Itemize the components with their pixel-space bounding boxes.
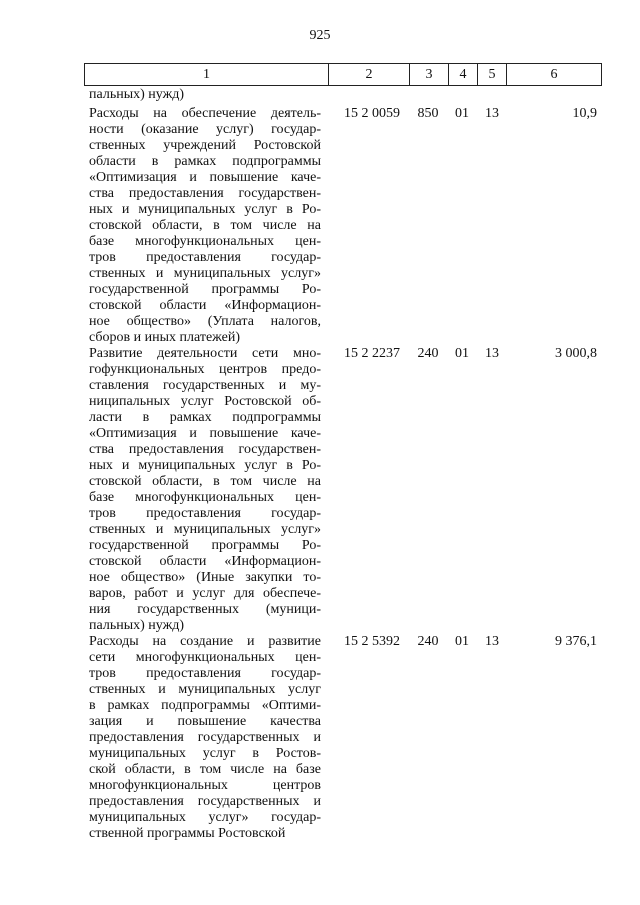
row-description-line: ное общество» (Иные закупки то- [89, 570, 321, 585]
column-header-row [85, 64, 602, 86]
row-description-line: стовской области «Информацион- [89, 554, 321, 569]
row-description-line: пальных) нужд) [89, 618, 185, 633]
column-header-6: 6 [507, 64, 602, 86]
page-number: 925 [309, 28, 331, 43]
row-description-line: тров предоставления государ- [89, 506, 321, 521]
column-header-table [84, 63, 602, 86]
row-description-line: сети многофункциональных цен- [89, 650, 321, 665]
row-code: 15 2 2237 [344, 346, 400, 361]
row-description-line: области в рамках подпрограммы [89, 154, 321, 169]
row-subsection: 13 [485, 346, 499, 361]
row-description-line: ности (оказание услуг) государ- [89, 122, 321, 137]
row-description-line: предоставления государственных и [89, 794, 321, 809]
row-description-line: Расходы на обеспечение деятель- [89, 106, 321, 121]
row-amount: 3 000,8 [555, 346, 597, 361]
row-description-line: ственных и муниципальных услуг [89, 682, 321, 697]
row-description-line: ставления государственных и му- [89, 378, 321, 393]
row-description-line: ственных учреждений Ростовской [89, 138, 321, 153]
row-description-line: тров предоставления государ- [89, 250, 321, 265]
row-description-line: муниципальных услуг» государ- [89, 810, 321, 825]
row-amount: 9 376,1 [555, 634, 597, 649]
row-description-line: в рамках подпрограммы «Оптими- [89, 698, 321, 713]
row-section: 01 [455, 346, 469, 361]
row-description-line: муниципальных услуг в Ростов- [89, 746, 321, 761]
column-header-2: 2 [329, 64, 410, 86]
row-description-line: Расходы на создание и развитие [89, 634, 321, 649]
row-description-line: предоставления государственных и [89, 730, 321, 745]
row-description-line: ства предоставления государствен- [89, 442, 321, 457]
row-amount: 10,9 [572, 106, 597, 121]
row-description-line: базе многофункциональных цен- [89, 234, 321, 249]
row-description [89, 346, 321, 634]
row-description-line: ственных и муниципальных услуг» [89, 266, 321, 281]
row-description-line: зация и повышение качества [89, 714, 321, 729]
row-description-line: базе многофункциональных цен- [89, 490, 321, 505]
row-expense-type: 240 [417, 346, 439, 361]
row-description-line: ства предоставления государствен- [89, 186, 321, 201]
row-description-line: тров предоставления государ- [89, 666, 321, 681]
row-description-line: государственной программы Ро- [89, 538, 321, 553]
row-description-line: ниципальных услуг Ростовской об- [89, 394, 321, 409]
row-description-line: Развитие деятельности сети мно- [89, 346, 321, 361]
row-expense-type: 850 [417, 106, 439, 121]
row-description-line: стовской области, в том числе на [89, 218, 321, 233]
row-description [89, 106, 321, 346]
row-subsection: 13 [485, 106, 499, 121]
row-description-line: «Оптимизация и повышение каче- [89, 170, 321, 185]
row-description-line: многофункциональных центров [89, 778, 321, 793]
row-description-line: государственной программы Ро- [89, 282, 321, 297]
row-description-line: ственной программы Ростовской [89, 826, 286, 841]
row-description-line: ное общество» (Уплата налогов, [89, 314, 321, 329]
row-description-line: стовской области, в том числе на [89, 474, 321, 489]
row-description-line: ных и муниципальных услуг в Ро- [89, 458, 321, 473]
row-expense-type: 240 [417, 634, 439, 649]
carry-over-text: пальных) нужд) [89, 87, 185, 102]
row-description-line: сборов и иных платежей) [89, 330, 241, 345]
column-header-4: 4 [449, 64, 478, 86]
row-description-line: ласти в рамках подпрограммы [89, 410, 321, 425]
column-header-5: 5 [478, 64, 507, 86]
row-subsection: 13 [485, 634, 499, 649]
column-header-1: 1 [85, 64, 329, 86]
row-description-line: стовской области «Информацион- [89, 298, 321, 313]
row-description-line: ственных и муниципальных услуг» [89, 522, 321, 537]
row-description [89, 634, 321, 842]
row-description-line: ской области, в том числе на базе [89, 762, 321, 777]
row-description-line: «Оптимизация и повышение каче- [89, 426, 321, 441]
row-description-line: гофункциональных центров предо- [89, 362, 321, 377]
column-header-3: 3 [410, 64, 449, 86]
row-code: 15 2 0059 [344, 106, 400, 121]
row-section: 01 [455, 634, 469, 649]
row-section: 01 [455, 106, 469, 121]
row-code: 15 2 5392 [344, 634, 400, 649]
row-description-line: варов, работ и услуг для обеспече- [89, 586, 321, 601]
row-description-line: ния государственных (муници- [89, 602, 321, 617]
row-description-line: ных и муниципальных услуг в Ро- [89, 202, 321, 217]
